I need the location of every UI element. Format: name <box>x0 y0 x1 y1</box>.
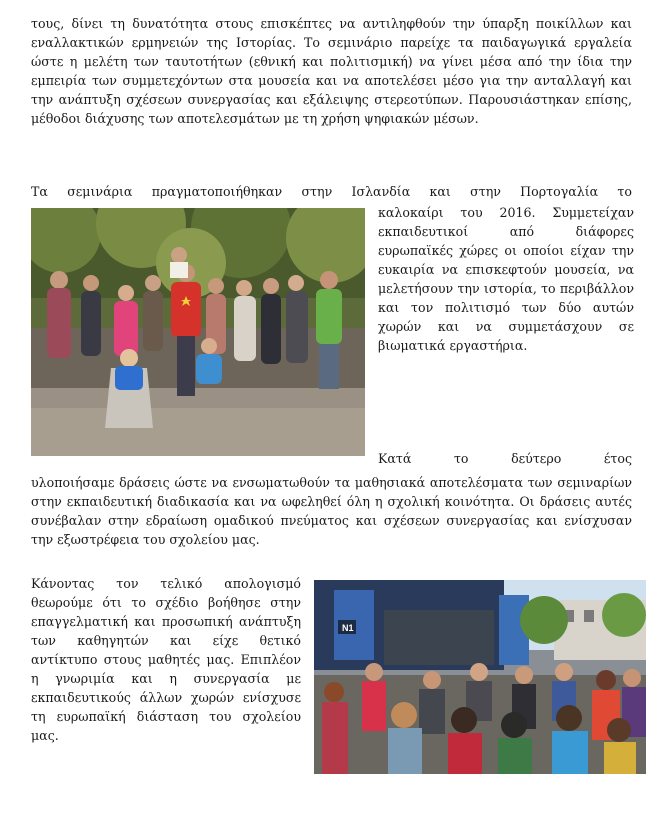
teachers-group-photo <box>31 208 365 456</box>
second-year-paragraph: υλοποιήσαμε δράσεις ώστε να ενσωματωθούν τα μαθησιακά αποτελέσματα των σεμιναρίων στην εκπαιδευτική διαδικασία και να ωφεληθεί όλη η σχολική κοινότητα. Οι δράσεις αυτές συνέβαλαν στην εδραίωση ομαδικού πνεύματος και σχέσεων συνεργασίας και ενίσχυσαν την εξωστρέφεια του σχολείου μας. <box>31 475 632 547</box>
seminars-first-line: Τα σεμινάρια πραγματοποιήθηκαν στην Ισλανδία και στην Πορτογαλία το <box>31 184 632 199</box>
second-year-first-line: Κατά το δεύτερο έτος <box>378 451 632 466</box>
seminars-paragraph-rest: καλοκαίρι του 2016. Συμμετείχαν εκπαιδευτικοί από διάφορες ευρωπαϊκές χώρες οι οποίοι είχαν την ευκαιρία να επισκεφτούν μουσεία, να μελετήσουν την ιστορία, το περιβάλλον και τον πολιτισμό των δύο αυτών χωρών και να συμμετάσχουν σε βιωματικά εργαστήρια. <box>378 205 634 353</box>
students-outdoor-photo <box>314 580 646 774</box>
intro-paragraph: τους, δίνει τη δυνατότητα στους επισκέπτες να αντιληφθούν την ύπαρξη ποικίλλων και εναλλακτικών ερμηνειών της Ιστορίας. Το σεμινάριο παρείχε τα παιδαγωγικά εργαλεία ώστε η μελέτη των ταυτοτήτων (εθνική και πολιτισμική) να γίνει μέσα από την ίδια την εμπειρία των συμμετεχόντων στα μουσεία και να αποτελέσει μέσο για την ανταλλαγή και την ανάπτυξη σχέσεων συνεργασίας και εξάλειψης στερεοτύπων. Παρουσιάστηκαν επίσης, μέθοδοι διάχυσης των αποτελεσμάτων με τη χρήση ψηφιακών μέσων. <box>31 16 632 126</box>
stage-sign-text: N1 <box>342 623 354 633</box>
conclusion-paragraph: Κάνοντας τον τελικό απολογισμό θεωρούμε ότι το σχέδιο βοήθησε στην επαγγελματική και προσωπική ανάπτυξη των καθηγητών και είχε θετικό αντίκτυπο στους μαθητές μας. Επιπλέον η γνωριμία και η συνεργασία με εκπαιδευτικούς άλλων χωρών ενίσχυσε τη ευρωπαϊκή διάσταση του σχολείου μας. <box>31 576 301 743</box>
